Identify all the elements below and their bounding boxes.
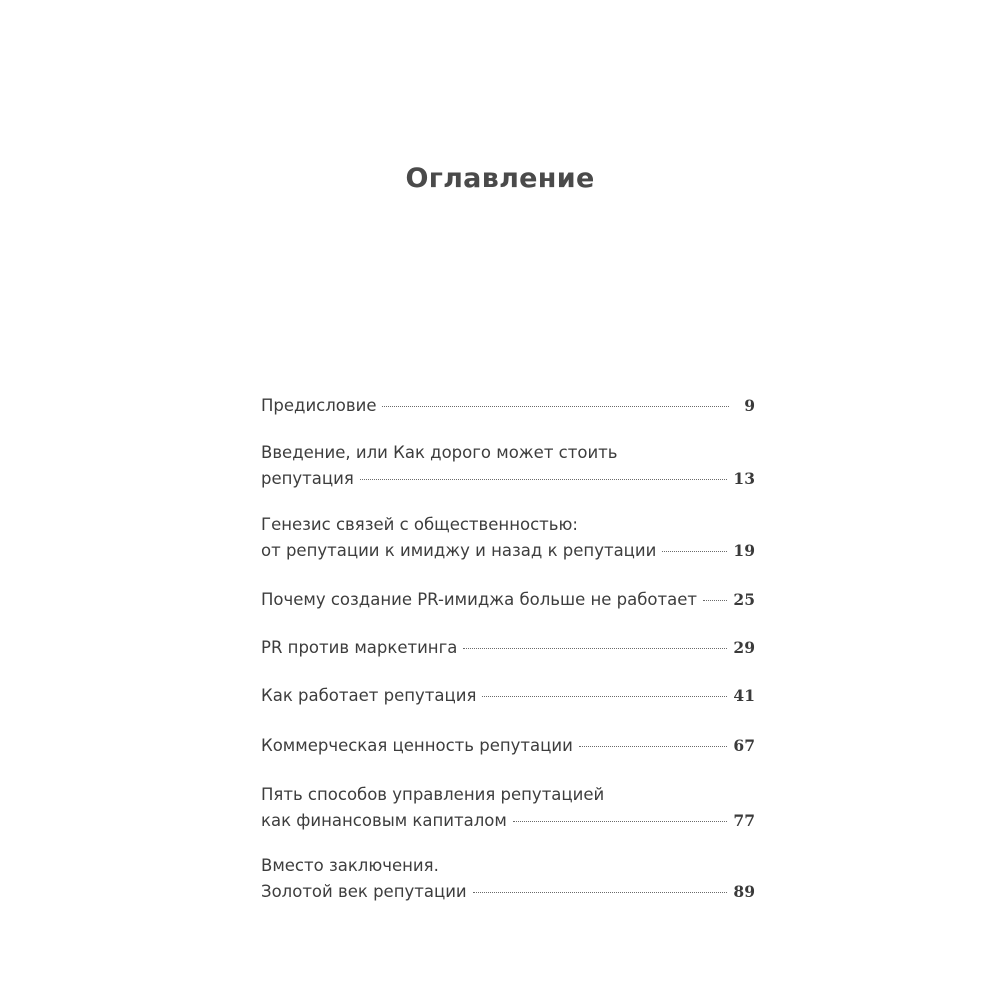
toc-page-number: 77 [733,811,755,830]
dot-leader [513,821,728,822]
toc-page-number: 13 [733,469,755,488]
dot-leader [463,648,727,649]
toc-entry-title-line: Введение, или Как дорого может стоить [261,443,618,462]
toc-entry-title: Почему создание PR-имиджа больше не работает [261,590,698,609]
toc-entry-title: репутация [261,469,354,488]
toc-entry [261,853,755,905]
toc-entry-title: Как работает репутация [261,686,477,705]
toc-page-number: 19 [733,541,755,560]
toc-entry-title: от репутации к имиджу и назад к репутации [261,541,657,560]
toc-page-number: 29 [733,638,755,657]
toc-entry [261,782,755,834]
toc-entry-title-line: Пять способов управления репутацией [261,785,605,804]
dot-leader [482,696,727,697]
toc-entry [261,440,755,492]
toc-entry [261,393,755,419]
page-title: Оглавление [405,163,595,194]
toc-entry-title: PR против маркетинга [261,638,458,657]
dot-leader [662,551,727,552]
toc-page-number: 89 [733,882,755,901]
toc-entry [261,733,755,759]
toc-entry-title: Коммерческая ценность репутации [261,736,573,755]
dot-leader [473,892,728,893]
toc-entry [261,683,755,709]
dot-leader [360,479,728,480]
toc-page-number: 41 [733,686,755,705]
toc-entry [261,587,755,613]
dot-leader [382,406,729,407]
dot-leader [703,600,727,601]
toc-entry-title-line: Вместо заключения. [261,856,439,875]
toc-entry-title: Золотой век репутации [261,882,467,901]
toc-entry-title-line: Генезис связей с общественностью: [261,515,578,534]
toc-entry-title: Предисловие [261,396,377,415]
toc-page-number: 9 [744,396,755,415]
toc-page-number: 25 [733,590,755,609]
dot-leader [579,746,728,747]
toc-page-number: 67 [733,736,755,755]
toc-entry [261,512,755,564]
toc-entry-title: как финансовым капиталом [261,811,507,830]
toc-entry [261,635,755,661]
